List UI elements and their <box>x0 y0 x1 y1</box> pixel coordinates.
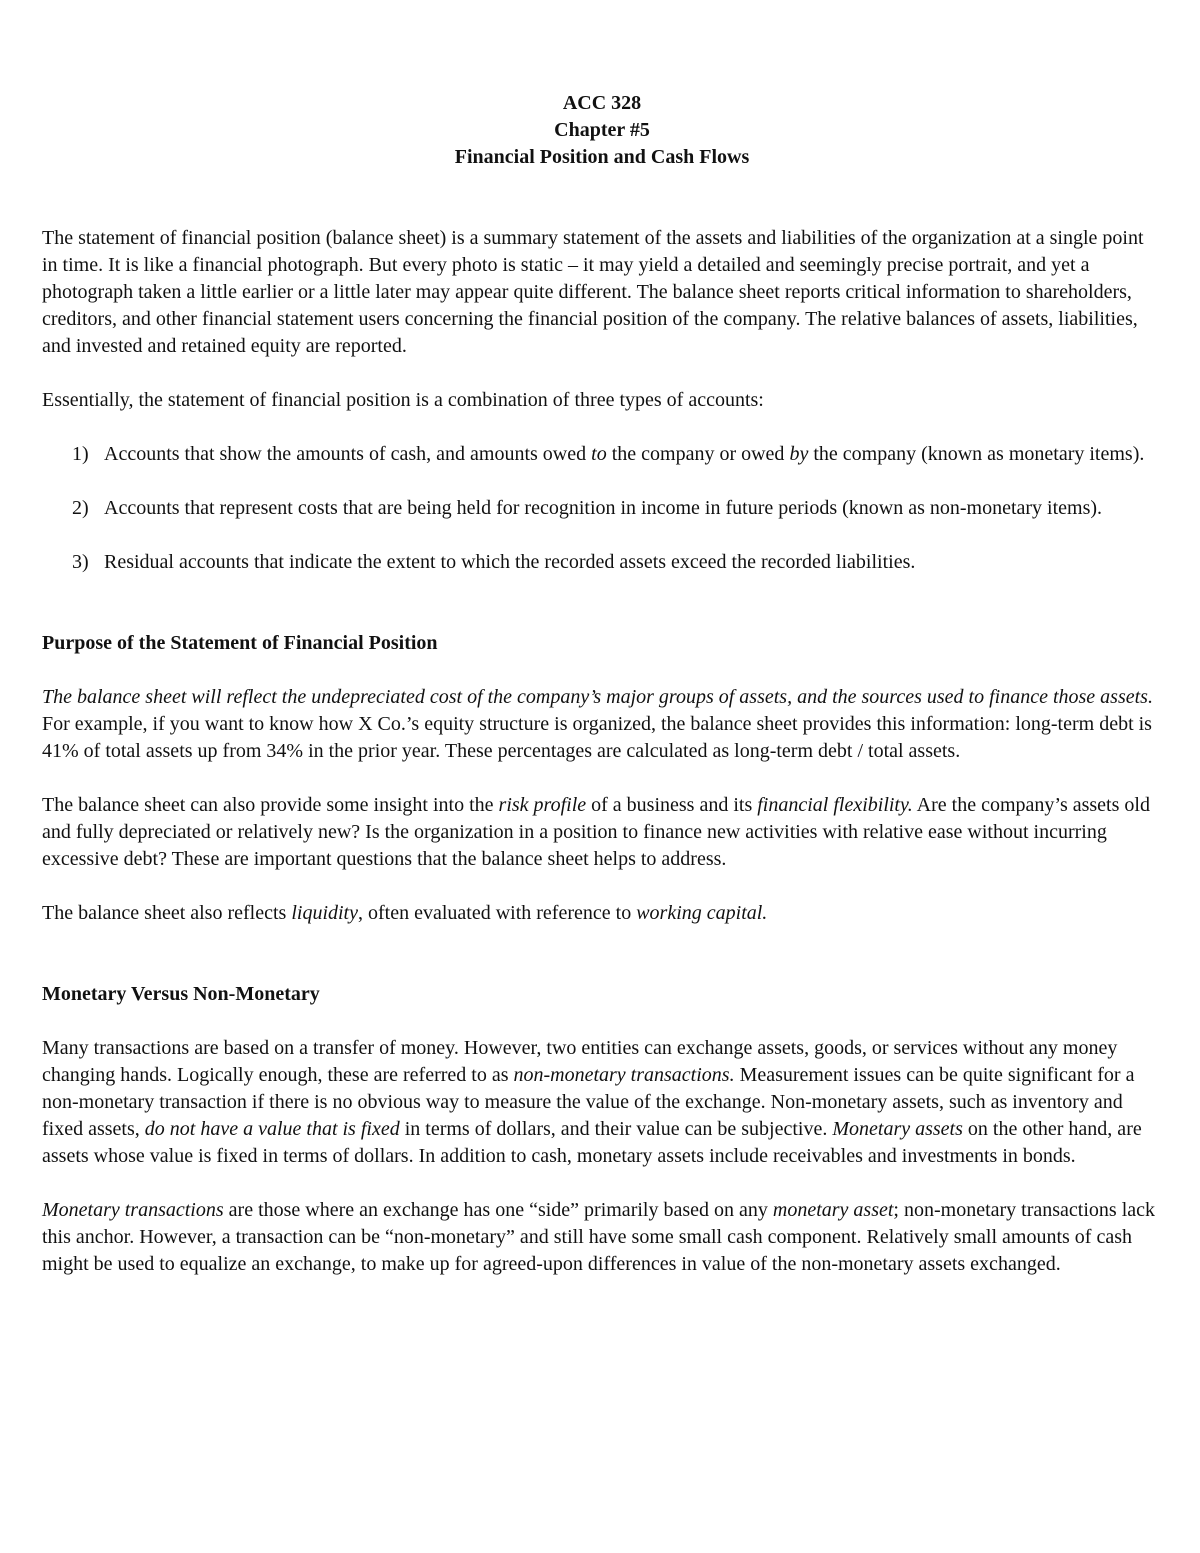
monetary-paragraph-1: Many transactions are based on a transfer of money. However, two entities can exchange assets, goods, or services without any money changing hands. Logically enough, these are referred to as non-monetary transactions. Measurement issues can be quite significant for a non-monetary transaction if there is no obvious way to measure the value of the exchange. Non-monetary assets, such as inventory and fixed assets, do not have a value that is fixed in terms of dollars, and their value can be subjective. Monetary assets on the other hand, are assets whose value is fixed in terms of dollars. In addition to cash, monetary assets include receivables and investments in bonds. <box>42 1037 1142 1167</box>
list-item: 2) Accounts that represent costs that are being held for recognition in income in future periods (known as non-monetary items). <box>42 495 1162 522</box>
intro-summary: Essentially, the statement of financial position is a combination of three types of accounts: <box>42 389 764 411</box>
document-page <box>42 90 1162 1278</box>
document-header <box>42 90 1162 171</box>
purpose-paragraph-2: The balance sheet can also provide some insight into the risk profile of a business and its financial flexibility. Are the company’s assets old and fully depreciated or relatively new? Is the organization in a position to finance new activities with relative ease without incurring excessive debt? These are important questions that the balance sheet helps to address. <box>42 794 1150 870</box>
section-heading-purpose: Purpose of the Statement of Financial Position <box>42 632 438 654</box>
section-heading-monetary: Monetary Versus Non-Monetary <box>42 983 320 1005</box>
list-number: 3) <box>72 551 89 573</box>
list-item: 3) Residual accounts that indicate the extent to which the recorded assets exceed the recorded liabilities. <box>42 549 1162 576</box>
list-number: 1) <box>72 443 89 465</box>
course-code: ACC 328 <box>562 92 642 114</box>
intro-paragraph: The statement of financial position (balance sheet) is a summary statement of the assets and liabilities of the organization at a single point in time. It is like a financial photograph. But every photo is static – it may yield a detailed and seemingly precise portrait, and yet a photograph taken a little earlier or a little later may appear quite different. The balance sheet reports critical information to shareholders, creditors, and other financial statement users concerning the financial position of the company. The relative balances of assets, liabilities, and invested and retained equity are reported. <box>42 227 1144 357</box>
purpose-paragraph-1: The balance sheet will reflect the undepreciated cost of the company’s major groups of assets, and the sources used to finance those assets. For example, if you want to know how X Co.’s equity structure is organized, the balance sheet provides this information: long-term debt is 41% of total assets up from 34% in the prior year. These percentages are calculated as long-term debt / total assets. <box>42 686 1153 762</box>
list-item: 1) Accounts that show the amounts of cash, and amounts owed to the company or owed by the company (known as monetary items). <box>42 441 1162 468</box>
document-title: Financial Position and Cash Flows <box>454 146 750 168</box>
list-number: 2) <box>72 497 89 519</box>
monetary-paragraph-2: Monetary transactions are those where an exchange has one “side” primarily based on any monetary asset; non-monetary transactions lack this anchor. However, a transaction can be “non-monetary” and still have some small cash component. Relatively small amounts of cash might be used to equalize an exchange, to make up for agreed-upon differences in value of the non-monetary assets exchanged. <box>42 1199 1156 1275</box>
chapter-number: Chapter #5 <box>554 119 650 141</box>
purpose-paragraph-3: The balance sheet also reflects liquidity, often evaluated with reference to working capital. <box>42 902 768 924</box>
account-types-list <box>42 441 1162 576</box>
